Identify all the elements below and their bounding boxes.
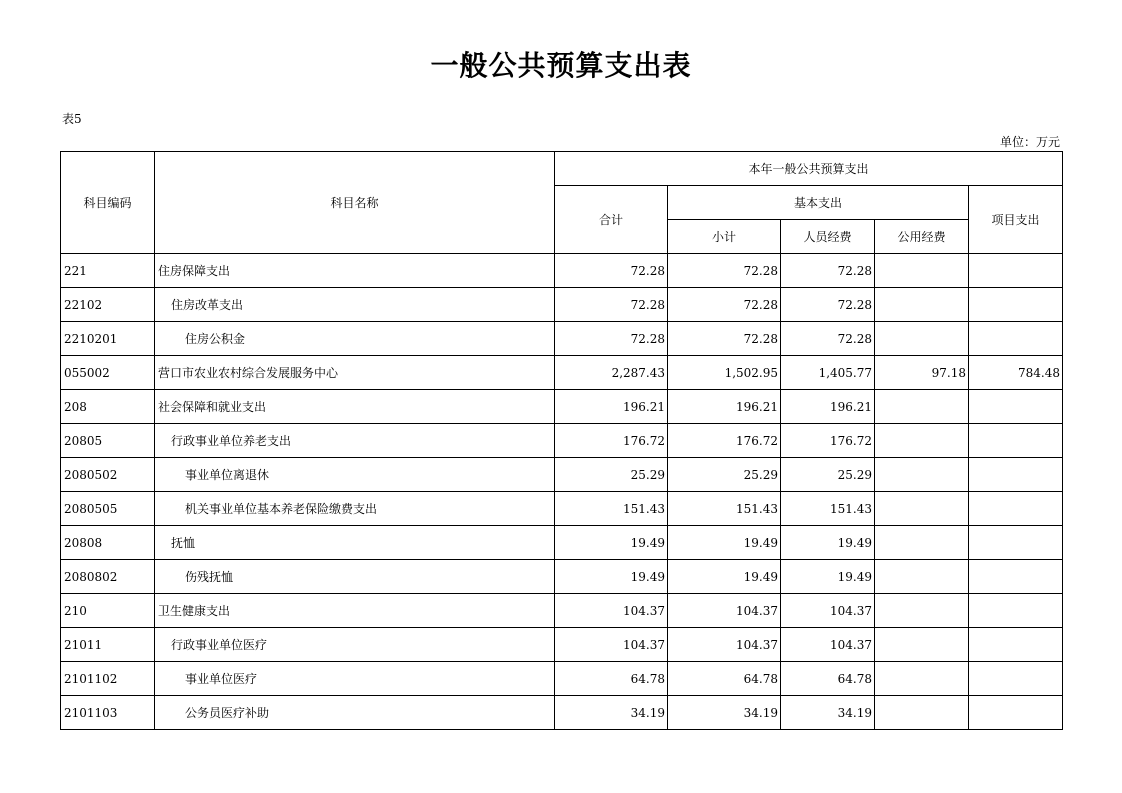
cell-public <box>875 662 969 696</box>
table-header <box>61 152 1063 254</box>
page-title: 一般公共预算支出表 <box>430 49 692 82</box>
cell-subtotal: 19.49 <box>668 526 781 560</box>
cell-code: 2101103 <box>61 696 155 730</box>
cell-personnel: 196.21 <box>781 390 875 424</box>
cell-total: 25.29 <box>555 458 668 492</box>
cell-code: 20808 <box>61 526 155 560</box>
header-public: 公用经费 <box>875 220 969 254</box>
cell-name: 社会保障和就业支出 <box>155 390 555 424</box>
cell-name: 营口市农业农村综合发展服务中心 <box>155 356 555 390</box>
cell-public <box>875 254 969 288</box>
table-row <box>61 288 1063 322</box>
cell-public <box>875 696 969 730</box>
cell-public <box>875 288 969 322</box>
cell-project: 784.48 <box>969 356 1063 390</box>
table-number: 表5 <box>62 112 82 126</box>
cell-code: 2080505 <box>61 492 155 526</box>
header-name: 科目名称 <box>155 152 555 254</box>
cell-total: 196.21 <box>555 390 668 424</box>
cell-total: 34.19 <box>555 696 668 730</box>
cell-code: 221 <box>61 254 155 288</box>
header-personnel: 人员经费 <box>781 220 875 254</box>
cell-personnel: 19.49 <box>781 526 875 560</box>
cell-public <box>875 492 969 526</box>
cell-personnel: 151.43 <box>781 492 875 526</box>
cell-subtotal: 72.28 <box>668 288 781 322</box>
cell-personnel: 1,405.77 <box>781 356 875 390</box>
cell-name: 事业单位医疗 <box>155 662 555 696</box>
table-row <box>61 458 1063 492</box>
cell-name: 住房改革支出 <box>155 288 555 322</box>
table-row <box>61 560 1063 594</box>
table-row <box>61 526 1063 560</box>
cell-total: 151.43 <box>555 492 668 526</box>
table-row <box>61 696 1063 730</box>
table-row <box>61 424 1063 458</box>
header-basic: 基本支出 <box>668 186 969 220</box>
cell-total: 19.49 <box>555 560 668 594</box>
cell-total: 176.72 <box>555 424 668 458</box>
cell-personnel: 25.29 <box>781 458 875 492</box>
cell-personnel: 104.37 <box>781 594 875 628</box>
cell-personnel: 34.19 <box>781 696 875 730</box>
cell-subtotal: 104.37 <box>668 628 781 662</box>
cell-public <box>875 458 969 492</box>
cell-subtotal: 72.28 <box>668 254 781 288</box>
cell-project <box>969 458 1063 492</box>
cell-personnel: 104.37 <box>781 628 875 662</box>
cell-name: 抚恤 <box>155 526 555 560</box>
cell-code: 2080802 <box>61 560 155 594</box>
cell-code: 210 <box>61 594 155 628</box>
cell-personnel: 72.28 <box>781 288 875 322</box>
cell-project <box>969 322 1063 356</box>
cell-public <box>875 560 969 594</box>
cell-personnel: 19.49 <box>781 560 875 594</box>
cell-name: 住房保障支出 <box>155 254 555 288</box>
table-row <box>61 492 1063 526</box>
header-total: 合计 <box>555 186 668 254</box>
cell-public <box>875 424 969 458</box>
header-code: 科目编码 <box>61 152 155 254</box>
cell-code: 055002 <box>61 356 155 390</box>
cell-name: 行政事业单位医疗 <box>155 628 555 662</box>
cell-public <box>875 628 969 662</box>
cell-name: 事业单位离退休 <box>155 458 555 492</box>
cell-project <box>969 560 1063 594</box>
cell-subtotal: 72.28 <box>668 322 781 356</box>
header-subtotal: 小计 <box>668 220 781 254</box>
cell-code: 2101102 <box>61 662 155 696</box>
table-body <box>61 254 1063 730</box>
cell-subtotal: 196.21 <box>668 390 781 424</box>
cell-project <box>969 662 1063 696</box>
cell-subtotal: 64.78 <box>668 662 781 696</box>
table-row <box>61 254 1063 288</box>
table-row <box>61 356 1063 390</box>
cell-project <box>969 696 1063 730</box>
cell-project <box>969 628 1063 662</box>
cell-project <box>969 594 1063 628</box>
cell-total: 72.28 <box>555 254 668 288</box>
cell-subtotal: 176.72 <box>668 424 781 458</box>
cell-personnel: 176.72 <box>781 424 875 458</box>
cell-project <box>969 288 1063 322</box>
table-row <box>61 662 1063 696</box>
budget-table <box>60 151 1063 730</box>
cell-total: 104.37 <box>555 594 668 628</box>
cell-subtotal: 34.19 <box>668 696 781 730</box>
header-group: 本年一般公共预算支出 <box>555 152 1063 186</box>
cell-name: 伤残抚恤 <box>155 560 555 594</box>
cell-personnel: 64.78 <box>781 662 875 696</box>
cell-code: 2210201 <box>61 322 155 356</box>
cell-total: 72.28 <box>555 288 668 322</box>
table-row <box>61 594 1063 628</box>
cell-code: 21011 <box>61 628 155 662</box>
cell-name: 卫生健康支出 <box>155 594 555 628</box>
table-row <box>61 322 1063 356</box>
cell-personnel: 72.28 <box>781 254 875 288</box>
cell-name: 机关事业单位基本养老保险缴费支出 <box>155 492 555 526</box>
cell-subtotal: 25.29 <box>668 458 781 492</box>
unit-label: 单位：万元 <box>999 135 1060 149</box>
cell-project <box>969 390 1063 424</box>
cell-total: 104.37 <box>555 628 668 662</box>
cell-total: 19.49 <box>555 526 668 560</box>
cell-project <box>969 492 1063 526</box>
cell-code: 2080502 <box>61 458 155 492</box>
cell-total: 2,287.43 <box>555 356 668 390</box>
cell-public <box>875 390 969 424</box>
cell-name: 住房公积金 <box>155 322 555 356</box>
cell-subtotal: 151.43 <box>668 492 781 526</box>
cell-project <box>969 254 1063 288</box>
cell-subtotal: 104.37 <box>668 594 781 628</box>
table-row <box>61 628 1063 662</box>
cell-subtotal: 19.49 <box>668 560 781 594</box>
cell-code: 208 <box>61 390 155 424</box>
cell-personnel: 72.28 <box>781 322 875 356</box>
table-row <box>61 390 1063 424</box>
cell-public <box>875 526 969 560</box>
cell-project <box>969 424 1063 458</box>
cell-public <box>875 322 969 356</box>
cell-name: 公务员医疗补助 <box>155 696 555 730</box>
cell-code: 22102 <box>61 288 155 322</box>
cell-subtotal: 1,502.95 <box>668 356 781 390</box>
cell-code: 20805 <box>61 424 155 458</box>
cell-project <box>969 526 1063 560</box>
cell-name: 行政事业单位养老支出 <box>155 424 555 458</box>
cell-total: 72.28 <box>555 322 668 356</box>
header-project: 项目支出 <box>969 186 1063 254</box>
cell-total: 64.78 <box>555 662 668 696</box>
cell-public: 97.18 <box>875 356 969 390</box>
cell-public <box>875 594 969 628</box>
